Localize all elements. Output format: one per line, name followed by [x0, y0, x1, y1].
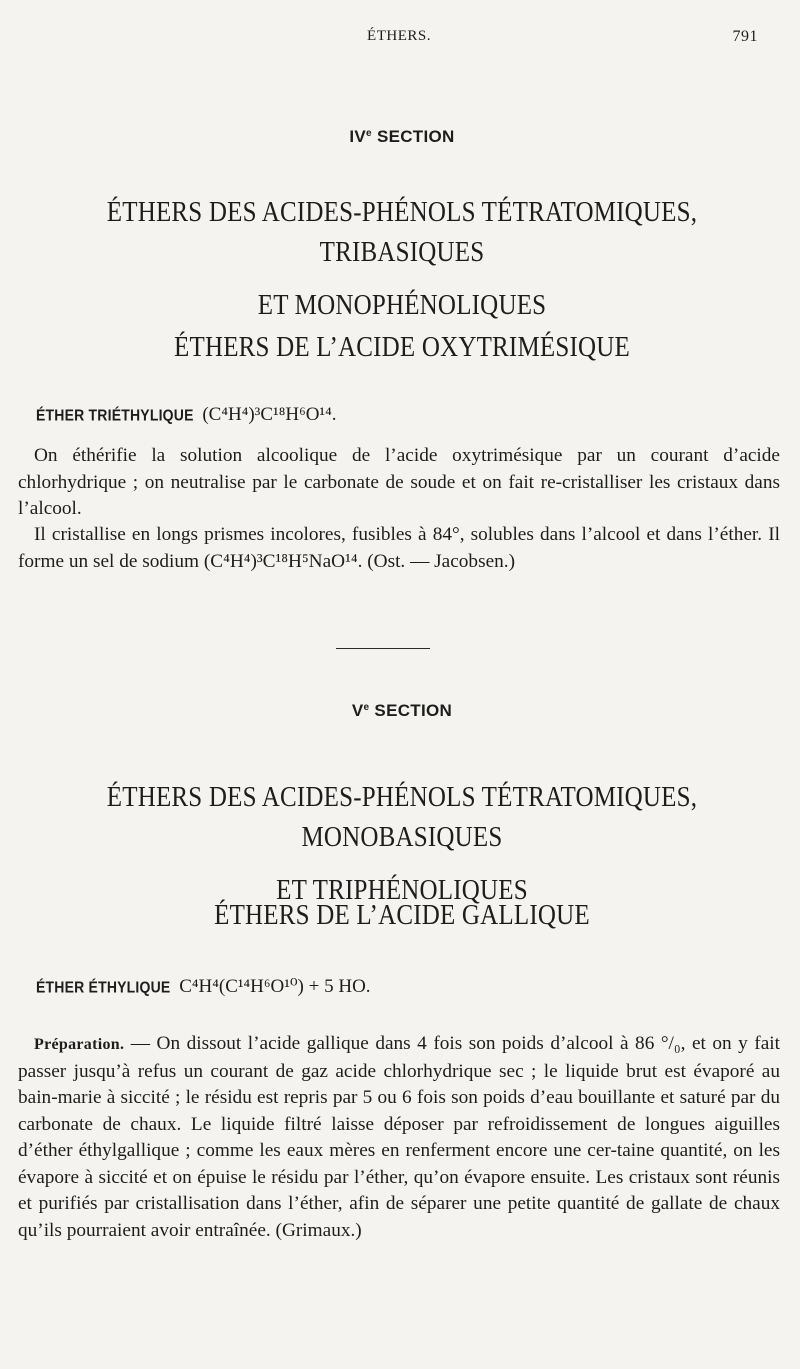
section-4-sup: e — [366, 128, 372, 139]
section-4-word: SECTION — [371, 127, 455, 146]
section-divider — [336, 648, 430, 649]
section-5-word: SECTION — [369, 701, 453, 720]
section-5-title — [22, 778, 782, 911]
section-5-number: V — [351, 701, 364, 720]
ether-name: ÉTHER TRIÉTHYLIQUE — [36, 405, 194, 425]
section-5-label — [22, 701, 782, 721]
section-4-paragraph-1: On éthérifie la solution alcoolique de l’acide oxytrimésique par un courant d’acide chlorhydrique ; on neutralise par le carbonate de soude et on fait re-cristalliser les cristaux dans l’alcool. — [18, 445, 780, 519]
section-4-title-line1: ÉTHERS DES ACIDES-PHÉNOLS TÉTRATOMIQUES, TRIBASIQUES — [106, 197, 698, 268]
ether-formula: (C⁴H⁴)³C¹⁸H⁶O¹⁴. — [202, 404, 337, 425]
ether-formula: C⁴H⁴(C¹⁴H⁶O¹⁰) + 5 HO. — [179, 976, 371, 997]
section-4-paragraph-2-wrap — [18, 522, 780, 575]
section-4-paragraph-2: Il cristallise en longs prismes incolores, fusibles à 84°, solubles dans l’alcool et dans l’éther. Il forme un sel de sodium (C⁴H⁴)³C¹⁸H⁵NaO¹⁴. (Ost. — Jacobsen.) — [18, 524, 780, 572]
section-5-ether-heading — [36, 975, 776, 998]
preparation-paragraph — [18, 1031, 780, 1244]
section-4-paragraph-1-wrap — [18, 443, 780, 523]
section-4-title-line2: ET MONOPHÉNOLIQUES — [257, 290, 547, 321]
section-4-label — [22, 127, 782, 147]
running-head — [40, 28, 758, 52]
section-5-sup: e — [363, 702, 370, 713]
running-title: ÉTHERS. — [367, 28, 431, 44]
preparation-text: — On dissout l’acide gallique dans 4 fois son poids d’alcool à 86 °/₀, et on y fait passer jusqu’à refus un courant de gaz acide chlorhydrique sec ; le liquide brut est évaporé au bain-marie à siccité ; le résidu est repris par 5 ou 6 fois son poids d’eau bouillante et saturé par du carbonate de chaux. Le liquide filtré laisse déposer par refroidissement de longues aiguilles d’éther éthylgallique ; comme les eaux mères en renferment encore une cer-taine quantité, on les évapore à siccité et on épuise le résidu par l’éther, qu’on évapore ensuite. Les cristaux sont réunis et purifiés par cristallisation dans l’éther, afin de séparer une petite quantité de gallate de chaux qu’ils pourraient avoir entraînée. (Grimaux.) — [18, 1033, 780, 1241]
section-4-ether-heading — [36, 404, 776, 426]
section-5-subtitle: ÉTHERS DE L’ACIDE GALLIQUE — [214, 900, 590, 931]
section-5-title-line1: ÉTHERS DES ACIDES-PHÉNOLS TÉTRATOMIQUES, MONOBASIQUES — [106, 782, 698, 853]
section-4-subtitle: ÉTHERS DE L’ACIDE OXYTRIMÉSIQUE — [174, 332, 630, 363]
preparation-paragraph-wrap — [18, 1031, 780, 1244]
section-4-number: IV — [349, 127, 367, 146]
preparation-label: Préparation. — [34, 1036, 125, 1053]
section-4-title — [22, 193, 782, 326]
ether-name: ÉTHER ÉTHYLIQUE — [36, 977, 171, 997]
page-number: 791 — [732, 28, 758, 45]
section-5-title-line2: ET TRIPHÉNOLIQUES — [276, 875, 528, 906]
